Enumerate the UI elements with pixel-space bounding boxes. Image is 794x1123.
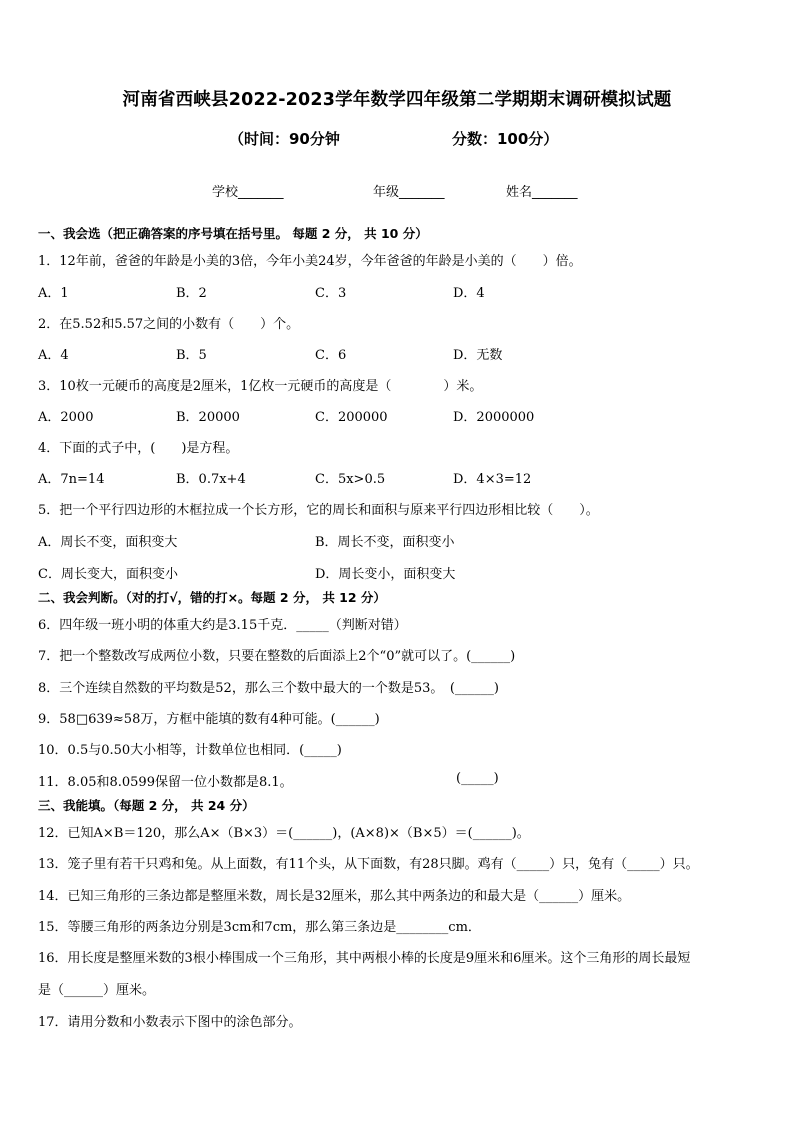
- q5-option-d[interactable]: D．周长变小，面积变大: [315, 567, 456, 582]
- q3-option-d[interactable]: D．2000000: [453, 410, 535, 425]
- school-field[interactable]: 学校_______: [212, 185, 284, 200]
- question-6: 6．四年级一班小明的体重大约是3.15千克．_____（判断对错）: [38, 618, 407, 633]
- question-5: 5．把一个平行四边形的木框拉成一个长方形，它的周长和面积与原来平行四边形相比较（ ）。: [38, 503, 599, 518]
- q3-option-c[interactable]: C．200000: [315, 410, 388, 425]
- q5-option-c[interactable]: C．周长变大，面积变小: [38, 567, 178, 582]
- q1-option-b[interactable]: B．2: [176, 286, 207, 301]
- q3-option-b[interactable]: B．20000: [176, 410, 240, 425]
- question-11: 11．8.05和8.0599保留一位小数都是8.1。: [38, 775, 293, 790]
- q4-option-a[interactable]: A．7n=14: [38, 472, 105, 487]
- question-1: 1．12年前，爸爸的年龄是小美的3倍，今年小美24岁，今年爸爸的年龄是小美的（ ）倍。: [38, 254, 582, 269]
- q11-answer-blank[interactable]: (_____): [456, 771, 499, 786]
- q2-option-d[interactable]: D．无数: [453, 348, 503, 363]
- q2-option-c[interactable]: C．6: [315, 348, 347, 363]
- q3-option-a[interactable]: A．2000: [38, 410, 94, 425]
- q5-option-a[interactable]: A．周长不变，面积变大: [38, 535, 178, 550]
- question-14: 14．已知三角形的三条边都是整厘米数，周长是32厘米，那么其中两条边的和最大是（______）厘米。: [38, 889, 631, 904]
- question-12: 12．已知A×B＝120，那么A×（B×3）＝(______)，(A×8)×（B×5）＝(______)。: [38, 826, 530, 841]
- q4-option-c[interactable]: C．5x>0.5: [315, 472, 386, 487]
- q1-option-c[interactable]: C．3: [315, 286, 347, 301]
- grade-field[interactable]: 年级_______: [373, 185, 445, 200]
- question-16: 16．用长度是整厘米数的3根小棒围成一个三角形，其中两根小棒的长度是9厘米和6厘米。这个三角形的周长最短: [38, 951, 691, 966]
- question-7: 7．把一个整数改写成两位小数，只要在整数的后面添上2个“0”就可以了。(______): [38, 649, 516, 664]
- page-title: 河南省西峡县2022-2023学年数学四年级第二学期期末调研模拟试题: [122, 90, 672, 110]
- q5-option-b[interactable]: B．周长不变，面积变小: [315, 535, 455, 550]
- name-field[interactable]: 姓名_______: [506, 185, 578, 200]
- question-8: 8．三个连续自然数的平均数是52，那么三个数中最大的一个数是53。 (______): [38, 681, 499, 696]
- question-16-cont: 是（______）厘米。: [38, 983, 156, 998]
- q1-option-a[interactable]: A．1: [38, 286, 69, 301]
- q4-option-b[interactable]: B．0.7x+4: [176, 472, 246, 487]
- question-15: 15．等腰三角形的两条边分别是3cm和7cm，那么第三条边是________cm．: [38, 920, 481, 935]
- section-3-heading: 三、我能填。（每题 2 分， 共 24 分）: [38, 798, 255, 813]
- score-label: 分数：100分）: [452, 130, 559, 148]
- question-3: 3．10枚一元硬币的高度是2厘米，1亿枚一元硬币的高度是（ ）米。: [38, 379, 483, 394]
- question-9: 9．58□639≈58万，方框中能填的数有4种可能。(______): [38, 712, 380, 727]
- question-17: 17．请用分数和小数表示下图中的涂色部分。: [38, 1015, 302, 1030]
- q2-option-a[interactable]: A．4: [38, 348, 69, 363]
- question-13: 13．笼子里有若干只鸡和兔。从上面数，有11个头，从下面数，有28只脚。鸡有（_____）只，兔有（_____）只。: [38, 857, 699, 872]
- q1-option-d[interactable]: D．4: [453, 286, 485, 301]
- question-2: 2．在5.52和5.57之间的小数有（ ）个。: [38, 317, 300, 332]
- section-1-heading: 一、我会选（把正确答案的序号填在括号里。 每题 2 分， 共 10 分）: [38, 226, 428, 241]
- time-label: （时间：90分钟: [229, 130, 340, 148]
- q4-option-d[interactable]: D．4×3=12: [453, 472, 532, 487]
- question-4: 4．下面的式子中，( )是方程。: [38, 441, 239, 456]
- question-10: 10．0.5与0.50大小相等，计数单位也相同．(_____): [38, 743, 342, 758]
- q2-option-b[interactable]: B．5: [176, 348, 207, 363]
- section-2-heading: 二、我会判断。（对的打√，错的打×。每题 2 分， 共 12 分）: [38, 590, 386, 605]
